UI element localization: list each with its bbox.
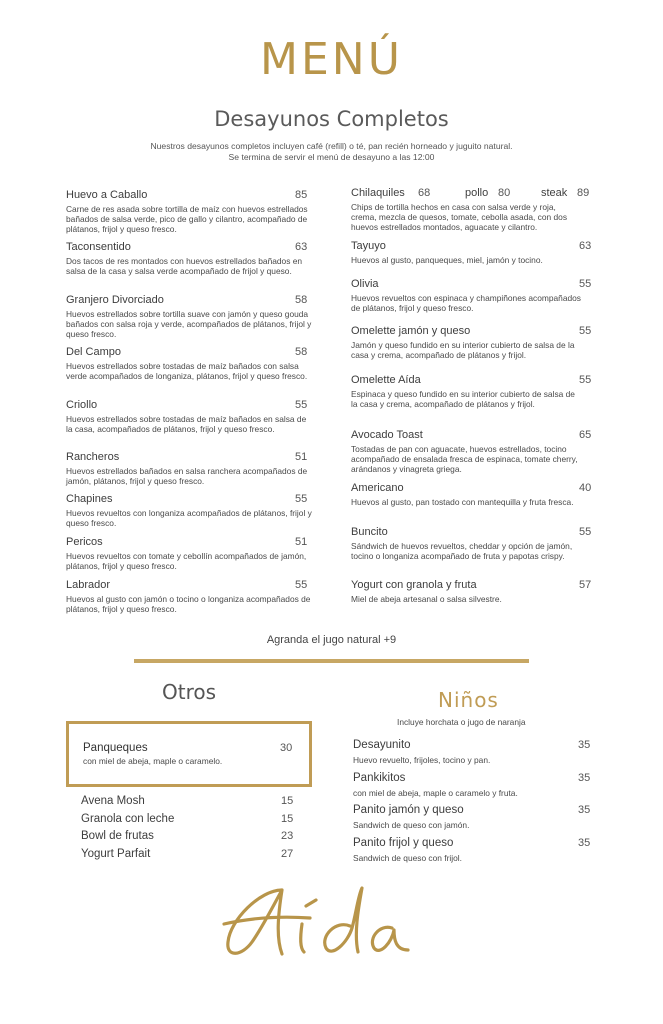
intro-line-1: Nuestros desayunos completos incluyen café (refill) o té, pan recién horneado y juguito natural. [150,141,513,151]
item-name: Panqueques [83,742,148,754]
item-price: 58 [295,294,308,306]
ninos-subtitle: Incluye horchata o jugo de naranja [397,717,526,727]
item-description: Tostadas de pan con aguacate, huevos estrellados, tocino acompañado de ensalada fresca de espinaca, tomate cherry, arándanos y vinagreta griega. [351,444,578,475]
item-price: 23 [281,830,294,842]
item-name: Pankikitos [353,772,406,784]
item-name: Buncito [351,526,388,538]
ninos-title: Niños [438,688,499,712]
item-description: Huevos al gusto, pan tostado con mantequilla y fruta fresca. [351,497,574,507]
item-name: Tayuyo [351,240,386,252]
item-description: Sandwich de queso con frijol. [353,853,462,863]
item-price: 30 [280,742,293,754]
item-name: Pericos [66,536,103,548]
item-price: 35 [578,804,591,816]
item-name: Avocado Toast [351,429,423,441]
otros-title: Otros [162,680,217,704]
item-name: Huevo a Caballo [66,189,148,201]
item-name: Panito frijol y queso [353,837,454,849]
otros-item [81,795,296,807]
item-price: 63 [295,241,308,253]
item-price: 55 [579,325,592,337]
item-name: Granjero Divorciado [66,294,164,306]
item-price: 35 [578,772,591,784]
item-name: Granola con leche [81,813,175,825]
item-description: Huevos estrellados sobre tostadas de maíz bañados con salsa verde acompañados de longaniza, plátanos, frijol y queso fresco. [66,361,308,382]
item-name: Del Campo [66,346,122,358]
otros-item [81,830,296,842]
item-price: 63 [579,240,592,252]
item-description: Jamón y queso fundido en su interior cubierto de salsa de la casa y crema, acompañado de plátanos y frijol. [351,340,575,361]
item-description: Huevos al gusto con jamón o tocino o longaniza acompañados de plátanos, frijol y queso fresco. [66,594,311,615]
item-name: Omelette jamón y queso [351,325,471,337]
item-name: Panito jamón y queso [353,804,464,816]
item-name: Criollo [66,399,98,411]
item-description: Huevos estrellados sobre tostadas de maíz bañados en salsa de la casa, acompañados de plátanos, frijol y queso fresco. [66,414,307,435]
item-price: 15 [281,795,294,807]
item-description: Dos tacos de res montados con huevos estrellados bañados en salsa de la casa y salsa verde acompañado de frijol y queso. [66,256,303,277]
item-description: Sándwich de huevos revueltos, cheddar y opción de jamón, tocino o longaniza acompañado de fruta y papotas crispy. [351,541,573,562]
item-price: 35 [578,837,591,849]
item-price: 89 [577,187,590,199]
item-name: Chapines [66,493,113,505]
item-price: 27 [281,848,294,860]
juice-upgrade-note: Agranda el jugo natural +9 [266,634,397,646]
otros-item [81,848,296,860]
item-name: Avena Mosh [81,795,145,807]
item-description: Huevo revuelto, frijoles, tocino y pan. [353,755,491,765]
section-divider [134,659,529,663]
item-price: 55 [295,579,308,591]
item-description: Huevos estrellados bañados en salsa ranchera acompañados de jamón, plátanos, frijol y queso fresco. [66,466,308,487]
aida-logo [220,880,420,970]
item-price: 55 [579,374,592,386]
item-description: Huevos revueltos con tomate y cebollín acompañados de jamón, plátanos, frijol y queso fresco. [66,551,307,572]
item-name: Chilaquiles [351,187,405,199]
option-name: pollo [465,187,489,199]
item-description: Miel de abeja artesanal o salsa silvestre. [351,594,502,604]
item-price: 40 [579,482,592,494]
item-price: 51 [295,451,308,463]
item-price: 15 [281,813,294,825]
item-price: 85 [295,189,308,201]
item-name: Taconsentido [66,241,131,253]
item-price: 65 [579,429,592,441]
item-price: 35 [578,739,591,751]
item-price: 55 [295,399,308,411]
item-price: 57 [579,579,592,591]
option-name: steak [541,187,568,199]
otros-item [81,813,296,825]
item-price: 55 [579,526,592,538]
item-price: 51 [295,536,308,548]
item-name: Yogurt Parfait [81,848,151,860]
item-name: Olivia [351,278,379,290]
item-price: 55 [295,493,308,505]
item-name: Labrador [66,579,111,591]
item-price: 58 [295,346,308,358]
item-price: 68 [418,187,431,199]
item-name: Rancheros [66,451,120,463]
item-description: Huevos estrellados sobre tortilla suave con jamón y queso gouda bañados con salsa roja y verde, acompañados de plátanos, frijol y queso fresco. [66,309,312,340]
item-name: Bowl de frutas [81,830,154,842]
item-description: Chips de tortilla hechos en casa con salsa verde y roja, crema, mezcla de quesos, tomate, cebolla asada, con dos huevos estrellados montados, aguacate y cilantro. [351,202,568,233]
item-name: Yogurt con granola y fruta [351,579,477,591]
item-name: Omelette Aída [351,374,421,386]
featured-item-box [66,721,312,787]
item-description: Carne de res asada sobre tortilla de maíz con huevos estrellados bañados de salsa verde, pico de gallo y cilantro, acompañado de plátanos, frijol y queso fresco. [66,204,308,235]
item-name: Americano [351,482,404,494]
menu-title: MENÚ [260,34,403,85]
item-description: Sandwich de queso con jamón. [353,820,470,830]
item-description: Huevos revueltos con espinaca y champiñones acompañados de plátanos, frijol y queso fresco. [351,293,581,314]
item-description: Huevos revueltos con longaniza acompañados de plátanos, frijol y queso fresco. [66,508,312,529]
item-price: 80 [498,187,511,199]
section-title: Desayunos Completos [214,107,449,131]
item-description: Espinaca y queso fundido en su interior cubierto de salsa de la casa y crema, acompañado de plátanos y frijol. [351,389,575,410]
intro-text [0,141,663,162]
item-name: Desayunito [353,739,411,751]
item-price: 55 [579,278,592,290]
item-description: Huevos al gusto, panqueques, miel, jamón y tocino. [351,255,543,265]
item-description: con miel de abeja, maple o caramelo. [83,756,223,766]
item-description: con miel de abeja, maple o caramelo y fruta. [353,788,518,798]
intro-line-2: Se termina de servir el menú de desayuno a las 12:00 [228,151,435,162]
